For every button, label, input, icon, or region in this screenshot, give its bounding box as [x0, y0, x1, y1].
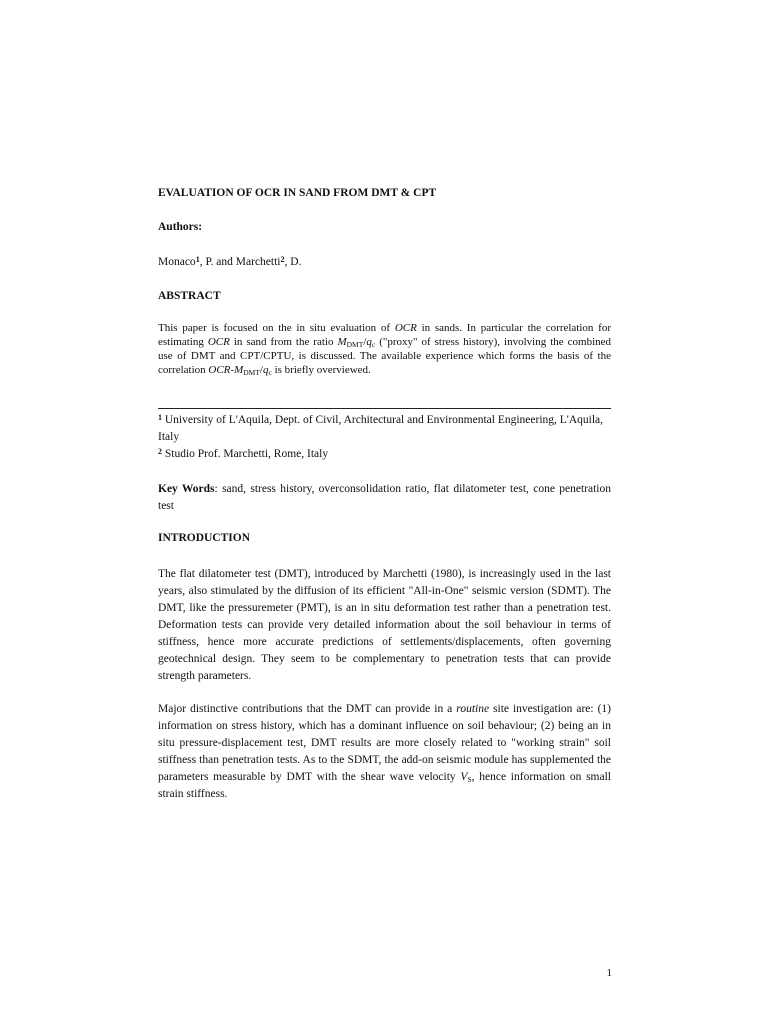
paragraph-text: , hence information on small strain stiffness. [158, 771, 611, 800]
abstract-text: in sands. In particular the correlation for estimating [158, 322, 611, 348]
paragraph-text: site investigation are: (1) information on stress history, which has a dominant influence on soil behaviour; (2) being an in situ pressure-displacement test, DMT results are more closely related to "working strain" soil stiffness than penetration tests. As to the SDMT, the add-on seismic module has supplemented the parameters measurable by DMT with the shear wave velocity [158, 703, 611, 783]
affiliation-mark: 2 [280, 255, 285, 264]
paragraph-text: Major distinctive contributions that the DMT can provide in a [158, 703, 457, 715]
footnote-text: University of L'Aquila, Dept. of Civil, Architectural and Environmental Engineering, L'Aquila, Italy [158, 414, 604, 443]
author-separator: , D. [284, 256, 302, 268]
abstract-text: - [230, 364, 235, 376]
introduction-paragraph [158, 701, 611, 803]
paragraph-symbol: V [460, 771, 468, 783]
keywords-text: : sand, stress history, overconsolidation ratio, flat dilatometer test, cone penetration test [158, 483, 611, 512]
abstract-body [158, 321, 611, 377]
page-number: 1 [606, 967, 612, 979]
abstract-subscript: c [371, 340, 376, 349]
abstract-symbol: q [366, 336, 372, 348]
author-name: Marchetti [235, 256, 281, 268]
abstract-subscript: DMT [346, 340, 364, 349]
author-list [158, 256, 611, 268]
paragraph-emphasis: routine [456, 703, 490, 715]
abstract-text: in sand from the ratio [229, 336, 338, 348]
footnote [158, 446, 611, 463]
affiliation-footnotes [158, 412, 611, 463]
paper-title: EVALUATION OF OCR IN SAND FROM DMT & CPT [158, 187, 437, 199]
abstract-subscript: DMT [243, 368, 260, 377]
author-separator: , P. and [199, 256, 236, 268]
abstract-symbol: OCR [207, 336, 230, 348]
abstract-symbol: M [337, 336, 347, 348]
abstract-symbol: OCR [208, 364, 231, 376]
authors-label: Authors: [158, 221, 203, 233]
footnote-mark: 2 [158, 447, 162, 456]
abstract-text: This paper is focused on the in situ evaluation of [158, 322, 395, 334]
abstract-text: / [259, 364, 263, 376]
keywords-label: Key Words [158, 483, 215, 495]
footnote-text: Studio Prof. Marchetti, Rome, Italy [162, 448, 329, 460]
footnote-divider [158, 408, 611, 409]
author-name: Monaco [158, 256, 196, 268]
footnote [158, 412, 611, 446]
abstract-subscript: c [268, 368, 272, 377]
footnote-mark: 1 [158, 413, 162, 422]
abstract-symbol: M [234, 364, 244, 376]
affiliation-mark: 1 [195, 255, 200, 264]
abstract-symbol: q [262, 364, 269, 376]
abstract-heading: ABSTRACT [158, 290, 221, 302]
paragraph-subscript: S [467, 775, 472, 784]
keywords [158, 481, 611, 515]
abstract-text: ("proxy" of stress history), involving the combined use of DMT and CPT/CPTU, is discussed. The available experience which forms the basis of the correlation [158, 336, 612, 376]
abstract-text: is briefly overviewed. [271, 364, 371, 376]
abstract-symbol: OCR [394, 322, 417, 334]
introduction-paragraph: The flat dilatometer test (DMT), introduced by Marchetti (1980), is increasingly used in the last years, also stimulated by the diffusion of its efficient "All-in-One" seismic version (SDMT). The DMT, like the pressuremeter (PMT), is an in situ deformation test rather than a penetration test. Deformation tests can provide very detailed information about the soil behaviour in terms of stiffness, hence more accurate predictions of settlements/displacements, often governing geotechnical design. They seem to be complementary to penetration tests that can provide strength parameters. [158, 568, 611, 682]
abstract-text: / [363, 336, 367, 348]
introduction-heading: INTRODUCTION [158, 532, 251, 544]
